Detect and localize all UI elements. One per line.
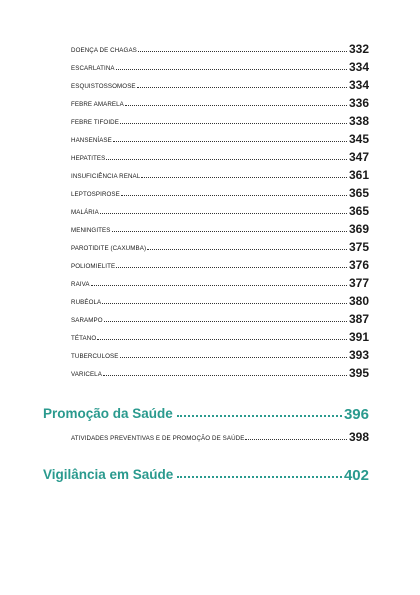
dot-leader — [116, 266, 347, 268]
dot-leader — [112, 230, 347, 232]
dot-leader — [120, 356, 347, 358]
section-promocao-da-saude — [43, 406, 369, 444]
dot-leader — [177, 414, 342, 417]
toc-entry[interactable] — [71, 182, 369, 200]
toc-entry-page: 376 — [348, 258, 369, 272]
toc-entry[interactable] — [71, 74, 369, 92]
toc-entry-label: LEPTOSPIROSE — [71, 191, 120, 198]
toc-entry-page: 387 — [348, 312, 369, 326]
toc-entry-label: RUBÉOLA — [71, 299, 102, 306]
toc-entry-page: 377 — [348, 276, 369, 290]
dot-leader — [100, 212, 347, 214]
toc-entry[interactable] — [71, 362, 369, 380]
toc-entry[interactable] — [71, 326, 369, 344]
toc-entry-label: FEBRE TIFOIDE — [71, 119, 119, 126]
toc-entry-label: PAROTIDITE (CAXUMBA) — [71, 245, 147, 252]
dot-leader — [141, 176, 347, 178]
toc-entry-label: INSUFICIÊNCIA RENAL — [71, 173, 141, 180]
toc-entry-list — [71, 38, 369, 380]
toc-entry-page: 365 — [348, 186, 369, 200]
dot-leader — [138, 50, 347, 52]
toc-entry-label: RAIVA — [71, 281, 90, 288]
section-vigilancia-em-saude — [43, 467, 369, 483]
dot-leader — [147, 248, 347, 250]
toc-entry-label: SARAMPO — [71, 317, 103, 324]
toc-entry[interactable] — [71, 92, 369, 110]
toc-entry-label: FEBRE AMARELA — [71, 101, 124, 108]
toc-entry-page: 361 — [348, 168, 369, 182]
toc-entry[interactable] — [71, 236, 369, 254]
dot-leader — [97, 338, 347, 340]
toc-entry-page: 391 — [348, 330, 369, 344]
section-title: Promoção da Saúde — [43, 406, 173, 421]
toc-entry-label: MALÁRIA — [71, 209, 99, 216]
toc-entry[interactable] — [71, 344, 369, 362]
toc-entry[interactable] — [71, 110, 369, 128]
dot-leader — [102, 302, 347, 304]
toc-entry-page: 334 — [348, 78, 369, 92]
dot-leader — [113, 140, 347, 142]
toc-entry-label: TUBERCULOSE — [71, 353, 119, 360]
toc-entry-page: 338 — [348, 114, 369, 128]
toc-entry-label: ATIVIDADES PREVENTIVAS E DE PROMOÇÃO DE SAÚDE — [71, 435, 245, 442]
toc-entry-label: ESQUISTOSSOMOSE — [71, 83, 136, 90]
section-page-number: 402 — [343, 467, 369, 484]
dot-leader — [106, 158, 347, 160]
toc-entry-page: 347 — [348, 150, 369, 164]
toc-entry-page: 398 — [348, 430, 369, 444]
toc-entry[interactable] — [71, 56, 369, 74]
toc-entry[interactable] — [71, 254, 369, 272]
section-heading[interactable] — [43, 406, 369, 422]
toc-entry-page: 365 — [348, 204, 369, 218]
toc-entry-label: TÉTANO — [71, 335, 97, 342]
toc-entry-page: 395 — [348, 366, 369, 380]
toc-entry[interactable] — [71, 308, 369, 326]
dot-leader — [104, 320, 347, 322]
toc-entry-page: 334 — [348, 60, 369, 74]
toc-entry[interactable] — [71, 164, 369, 182]
toc-entry-label: DOENÇA DE CHAGAS — [71, 47, 137, 54]
dot-leader — [125, 104, 347, 106]
dot-leader — [116, 68, 347, 70]
toc-entry[interactable] — [71, 128, 369, 146]
toc-entry-label: MENINGITES — [71, 227, 111, 234]
toc-entry-label: HEPATITES — [71, 155, 106, 162]
toc-entry[interactable] — [71, 272, 369, 290]
section-title: Vigilância em Saúde — [43, 467, 174, 482]
toc-entry-page: 369 — [348, 222, 369, 236]
toc-entry[interactable] — [71, 218, 369, 236]
dot-leader — [91, 284, 347, 286]
toc-entry-page: 380 — [348, 294, 369, 308]
toc-entry-page: 375 — [348, 240, 369, 254]
toc-entry-page: 332 — [348, 42, 369, 56]
toc-entry-page: 345 — [348, 132, 369, 146]
dot-leader — [121, 194, 347, 196]
section-page-number: 396 — [343, 406, 369, 423]
dot-leader — [120, 122, 347, 124]
toc-entry-page: 336 — [348, 96, 369, 110]
toc-entry[interactable] — [71, 428, 369, 444]
toc-entry-label: VARICELA — [71, 371, 102, 378]
toc-entry-page: 393 — [348, 348, 369, 362]
dot-leader — [137, 86, 347, 88]
toc-entry[interactable] — [71, 146, 369, 164]
toc-entry[interactable] — [71, 290, 369, 308]
toc-entry-label: POLIOMIELITE — [71, 263, 116, 270]
dot-leader — [245, 438, 347, 440]
section-heading[interactable] — [43, 467, 369, 483]
toc-entry[interactable] — [71, 200, 369, 218]
dot-leader — [103, 374, 347, 376]
toc-entry[interactable] — [71, 38, 369, 56]
dot-leader — [177, 475, 342, 478]
toc-entry-label: HANSENÍASE — [71, 137, 112, 144]
toc-entry-label: ESCARLATINA — [71, 65, 115, 72]
